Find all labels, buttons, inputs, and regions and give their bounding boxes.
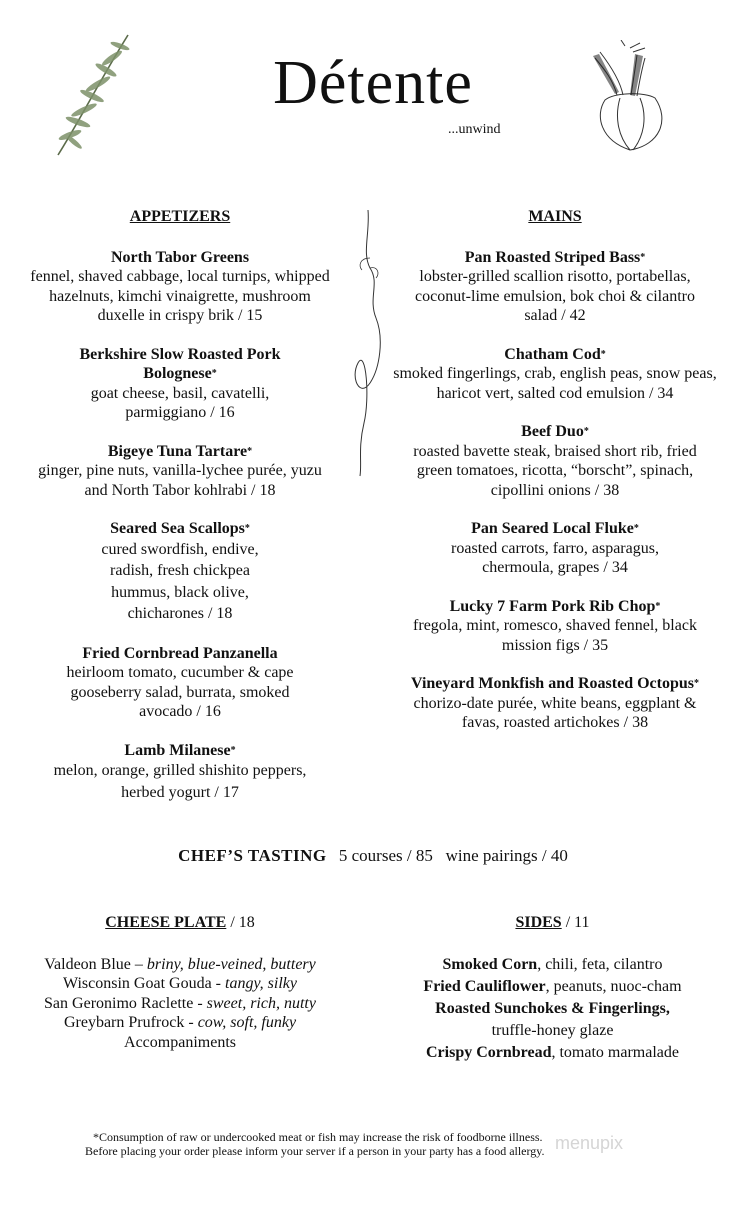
restaurant-title: Détente — [273, 49, 473, 117]
side-item: Smoked Corn, chili, feta, cilantro — [442, 956, 663, 973]
item-name: Bigeye Tuna Tartare* — [107, 442, 253, 460]
side-item: Crispy Cornbread, tomato marmalade — [425, 1044, 679, 1061]
menu-item — [390, 422, 720, 500]
cheese-item: San Geronimo Raclette - sweet, rich, nutty — [44, 994, 316, 1012]
menu-item — [390, 248, 720, 326]
cheese-plate-section — [20, 913, 340, 1052]
menu-item — [390, 674, 720, 733]
item-name: Fried Cornbread Panzanella — [82, 644, 278, 662]
footnote-line-1: *Consumption of raw or undercooked meat or fish may increase the risk of foodborne illness. — [93, 1130, 543, 1144]
item-description: chorizo-date purée, white beans, eggplant & favas, roasted artichokes / 38 — [413, 694, 697, 731]
item-description: lobster-grilled scallion risotto, portabellas, coconut-lime emulsion, bok choi & cilantro salad / 42 — [415, 268, 695, 324]
side-item: Fried Cauliflower, peanuts, nuoc-cham — [423, 978, 682, 995]
item-description: roasted bavette steak, braised short rib, fried green tomatoes, ricotta, “borscht”, spinach, cipollini onions / 38 — [413, 442, 697, 499]
menu-item — [30, 442, 330, 501]
item-name: Seared Sea Scallops* — [110, 520, 250, 537]
watermark: menupix — [555, 1133, 624, 1153]
cheese-price: / 18 — [226, 914, 255, 931]
menu-item — [390, 519, 720, 578]
item-description: fennel, shaved cabbage, local turnips, whipped hazelnuts, kimchi vinaigrette, mushroom duxelle in crispy brik / 15 — [30, 268, 330, 324]
mains-heading: MAINS — [528, 208, 582, 225]
menu-item — [390, 597, 720, 656]
item-name: Lamb Milanese* — [124, 741, 236, 759]
item-name: Chatham Cod* — [504, 345, 606, 363]
tasting-label: CHEF’S TASTING — [178, 846, 327, 865]
item-name: Berkshire Slow Roasted Pork Bolognese* — [79, 345, 281, 382]
item-description: smoked fingerlings, crab, english peas, snow peas, haricot vert, salted cod emulsion / 34 — [393, 365, 717, 402]
sides-heading-row — [385, 913, 720, 932]
item-description: ginger, pine nuts, vanilla-lychee purée, yuzu and North Tabor kohlrabi / 18 — [38, 462, 322, 499]
cheese-heading-row — [20, 913, 340, 933]
item-name: Beef Duo* — [521, 423, 589, 440]
chefs-tasting — [0, 846, 746, 866]
cheese-accompaniments: Accompaniments — [124, 1033, 236, 1051]
item-description: roasted carrots, farro, asparagus, chermoula, grapes / 34 — [451, 539, 659, 576]
item-name: Pan Seared Local Fluke* — [471, 520, 639, 537]
item-name: Lucky 7 Farm Pork Rib Chop* — [449, 597, 661, 615]
tasting-detail: 5 courses / 85 wine pairings / 40 — [338, 846, 568, 865]
fennel-illustration — [585, 40, 680, 155]
appetizers-section — [30, 207, 330, 823]
cheese-heading: CHEESE PLATE — [105, 914, 227, 931]
menu-item — [30, 345, 330, 423]
mains-section — [390, 207, 720, 752]
item-name: North Tabor Greens — [110, 248, 250, 266]
item-name: Vineyard Monkfish and Roasted Octopus* — [410, 675, 699, 692]
side-item: truffle-honey glaze — [491, 1022, 614, 1039]
tagline: ...unwind — [448, 122, 501, 137]
cheese-item: Valdeon Blue – briny, blue-veined, buttery — [44, 955, 316, 973]
item-name: Pan Roasted Striped Bass* — [464, 248, 646, 266]
menu-item — [30, 519, 330, 625]
sides-section — [385, 913, 720, 1064]
item-description: fregola, mint, romesco, shaved fennel, black mission figs / 35 — [413, 617, 697, 654]
appetizers-heading: APPETIZERS — [129, 208, 231, 225]
item-description: heirloom tomato, cucumber & cape gooseberry salad, burrata, smoked avocado / 16 — [66, 664, 294, 720]
menu-item — [30, 644, 330, 722]
allergy-footnote — [85, 1130, 625, 1158]
vine-divider — [340, 208, 390, 478]
menu-item — [30, 248, 330, 326]
sides-price: / 11 — [561, 914, 590, 931]
footnote-line-2: Before placing your order please inform your server if a person in your party has a food allergy. — [85, 1144, 545, 1158]
side-item: Roasted Sunchokes & Fingerlings, — [435, 1000, 670, 1017]
item-description: goat cheese, basil, cavatelli, parmiggiano / 16 — [90, 384, 270, 421]
item-description: cured swordfish, endive, radish, fresh chickpea hummus, black olive, chicharones / 18 — [101, 540, 259, 622]
cheese-item: Wisconsin Goat Gouda - tangy, silky — [63, 975, 297, 992]
item-description: melon, orange, grilled shishito peppers, herbed yogurt / 17 — [53, 762, 307, 801]
sides-heading: SIDES — [515, 914, 562, 931]
cheese-item: Greybarn Prufrock - cow, soft, funky — [63, 1014, 297, 1031]
menu-item — [390, 345, 720, 404]
menu-item — [30, 741, 330, 805]
